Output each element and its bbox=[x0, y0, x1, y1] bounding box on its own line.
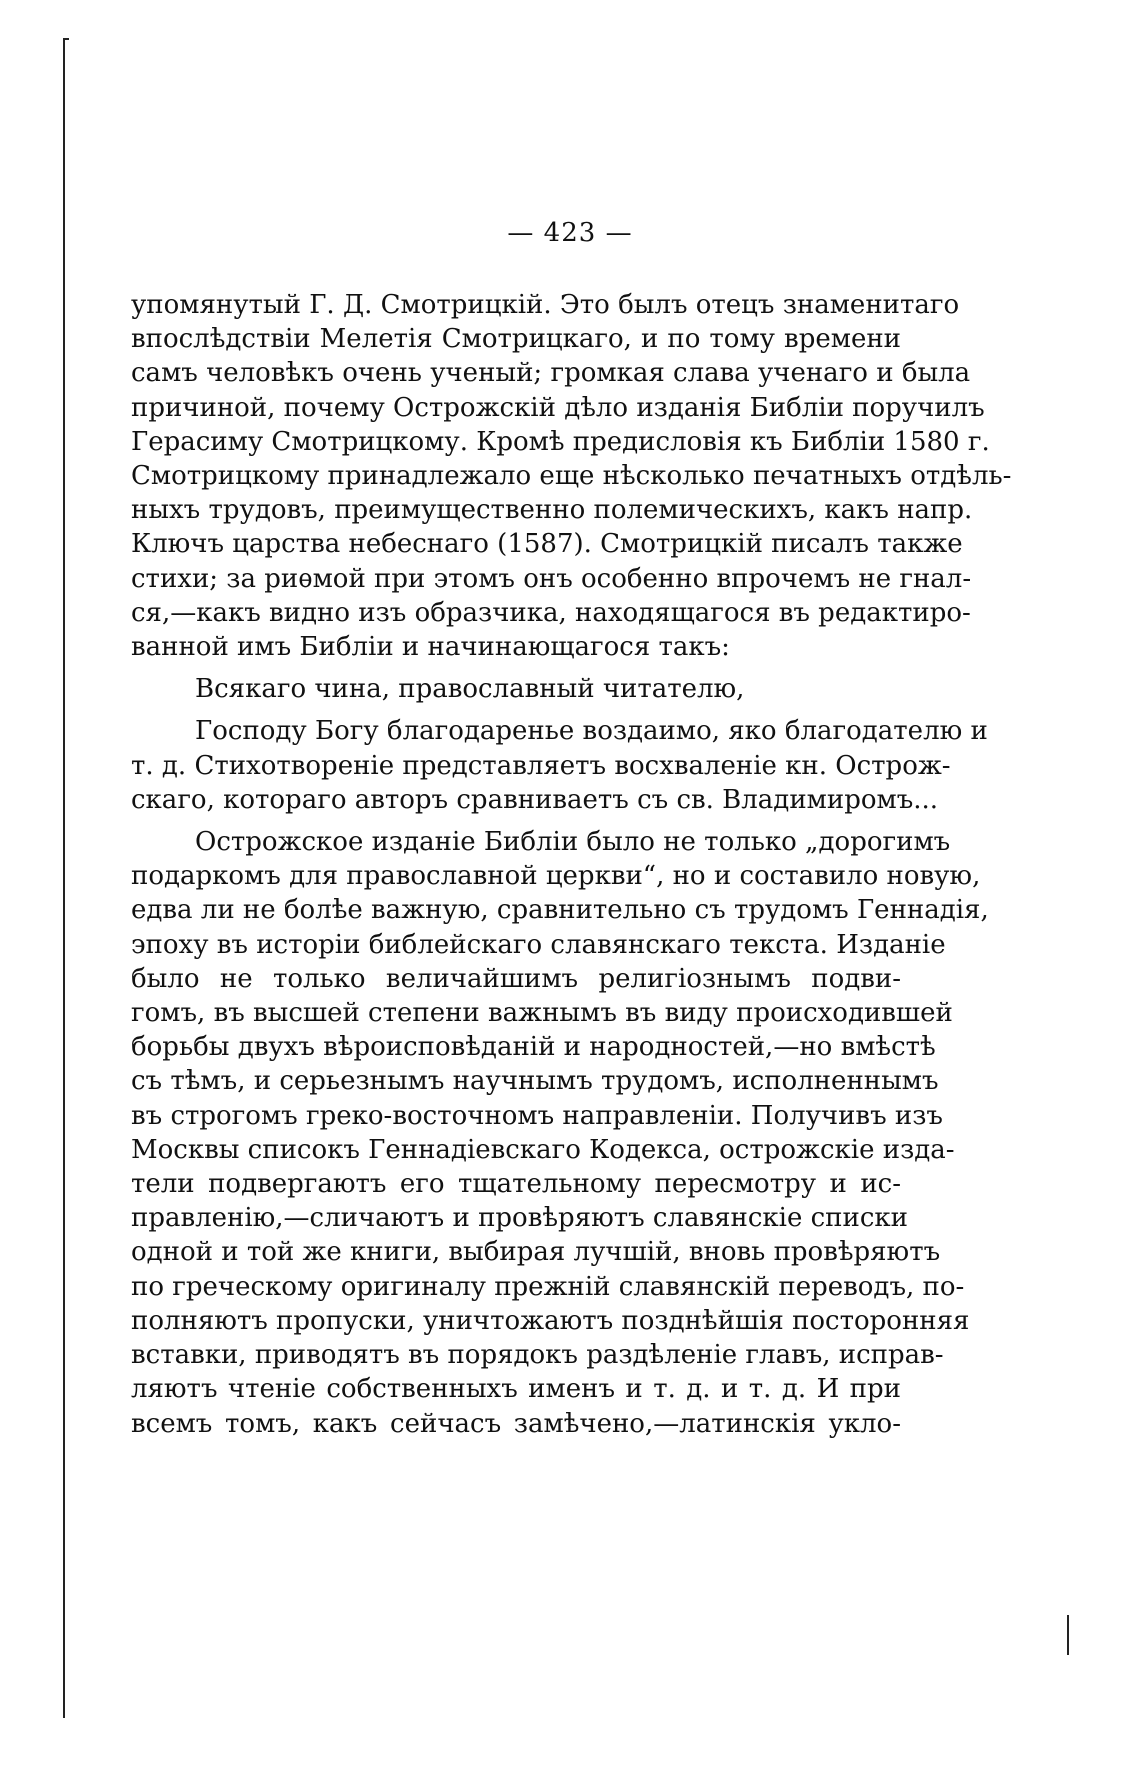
text-line: всемъ томъ, какъ сейчасъ замѣчено,—латинскія укло- bbox=[131, 1408, 901, 1439]
text-line: было не только величайшимъ религіознымъ подви- bbox=[131, 963, 901, 994]
text-line: Смотрицкому принадлежало еще нѣсколько печатныхъ отдѣль- bbox=[131, 461, 1012, 492]
text-line: полняютъ пропуски, уничтожаютъ позднѣйшія посторонняя bbox=[131, 1305, 970, 1336]
paragraph-start: Острожское изданіе Библіи было не только „дорогимъ bbox=[195, 827, 951, 858]
text-line: гомъ, въ высшей степени важнымъ въ виду происходившей bbox=[131, 998, 953, 1029]
text-line: самъ человѣкъ очень ученый; громкая слава ученаго и была bbox=[131, 358, 971, 389]
text-line: съ тѣмъ, и серьезнымъ научнымъ трудомъ, исполненнымъ bbox=[131, 1066, 939, 1097]
text-line: борьбы двухъ вѣроисповѣданій и народностей,—но вмѣстѣ bbox=[131, 1032, 936, 1063]
text-line: впослѣдствіи Мелетія Смотрицкаго, и по тому времени bbox=[131, 324, 901, 355]
text-line: эпоху въ исторіи библейскаго славянскаго текста. Изданіе bbox=[131, 929, 946, 960]
text-line: Москвы списокъ Геннадіевскаго Кодекса, острожскіе изда- bbox=[131, 1134, 955, 1165]
text-line: подаркомъ для православной церкви“, но и составило новую, bbox=[131, 861, 981, 892]
text-line: причиной, почему Острожскій дѣло изданія Библіи поручилъ bbox=[131, 392, 985, 423]
text-line: въ строгомъ греко-восточномъ направленіи. Получивъ изъ bbox=[131, 1100, 943, 1131]
page-number: — 423 — bbox=[507, 218, 633, 248]
text-line: по греческому оригиналу прежній славянскій переводъ, по- bbox=[131, 1271, 965, 1302]
text-line: ся,—какъ видно изъ образчика, находящагося въ редактиро- bbox=[131, 597, 971, 628]
text-line: едва ли не болѣе важную, сравнительно съ трудомъ Геннадія, bbox=[131, 895, 989, 926]
text-line: Герасиму Смотрицкому. Кромѣ предисловія къ Библіи 1580 г. bbox=[131, 426, 990, 457]
verse-line: Всякаго чина, православный читателю, bbox=[195, 674, 745, 705]
text-line: вставки, приводятъ въ порядокъ раздѣленіе главъ, исправ- bbox=[131, 1340, 944, 1371]
text-line: тели подвергаютъ его тщательному пересмотру и ис- bbox=[131, 1169, 901, 1200]
text-line: т. д. Стихотвореніе представляетъ восхваленіе кн. Острож- bbox=[131, 750, 951, 781]
text-line: ванной имъ Библіи и начинающагося такъ: bbox=[131, 632, 730, 663]
scan-border-tick bbox=[63, 38, 69, 40]
text-line: упомянутый Г. Д. Смотрицкій. Это былъ отецъ знаменитаго bbox=[131, 290, 960, 320]
text-line: одной и той же книги, выбирая лучшій, вновь провѣряютъ bbox=[131, 1237, 941, 1268]
text-line: ляютъ чтеніе собственныхъ именъ и т. д. и т. д. И при bbox=[131, 1374, 901, 1405]
text-line: Ключъ царства небеснаго (1587). Смотрицкій писалъ также bbox=[131, 529, 963, 560]
text-line: стихи; за риѳмой при этомъ онъ особенно впрочемъ не гнал- bbox=[131, 563, 972, 594]
verse-line: Господу Богу благодаренье воздаимо, яко благодателю и bbox=[195, 716, 988, 747]
scan-border-left bbox=[63, 38, 65, 1718]
text-line: ныхъ трудовъ, преимущественно полемическихъ, какъ напр. bbox=[131, 495, 973, 526]
page-body bbox=[131, 288, 1012, 1441]
scan-mark-right bbox=[1067, 1615, 1069, 1655]
text-line: скаго, котораго авторъ сравниваетъ съ св. Владимиромъ... bbox=[131, 784, 939, 815]
text-line: правленію,—сличаютъ и провѣряютъ славянскіе списки bbox=[131, 1203, 908, 1234]
